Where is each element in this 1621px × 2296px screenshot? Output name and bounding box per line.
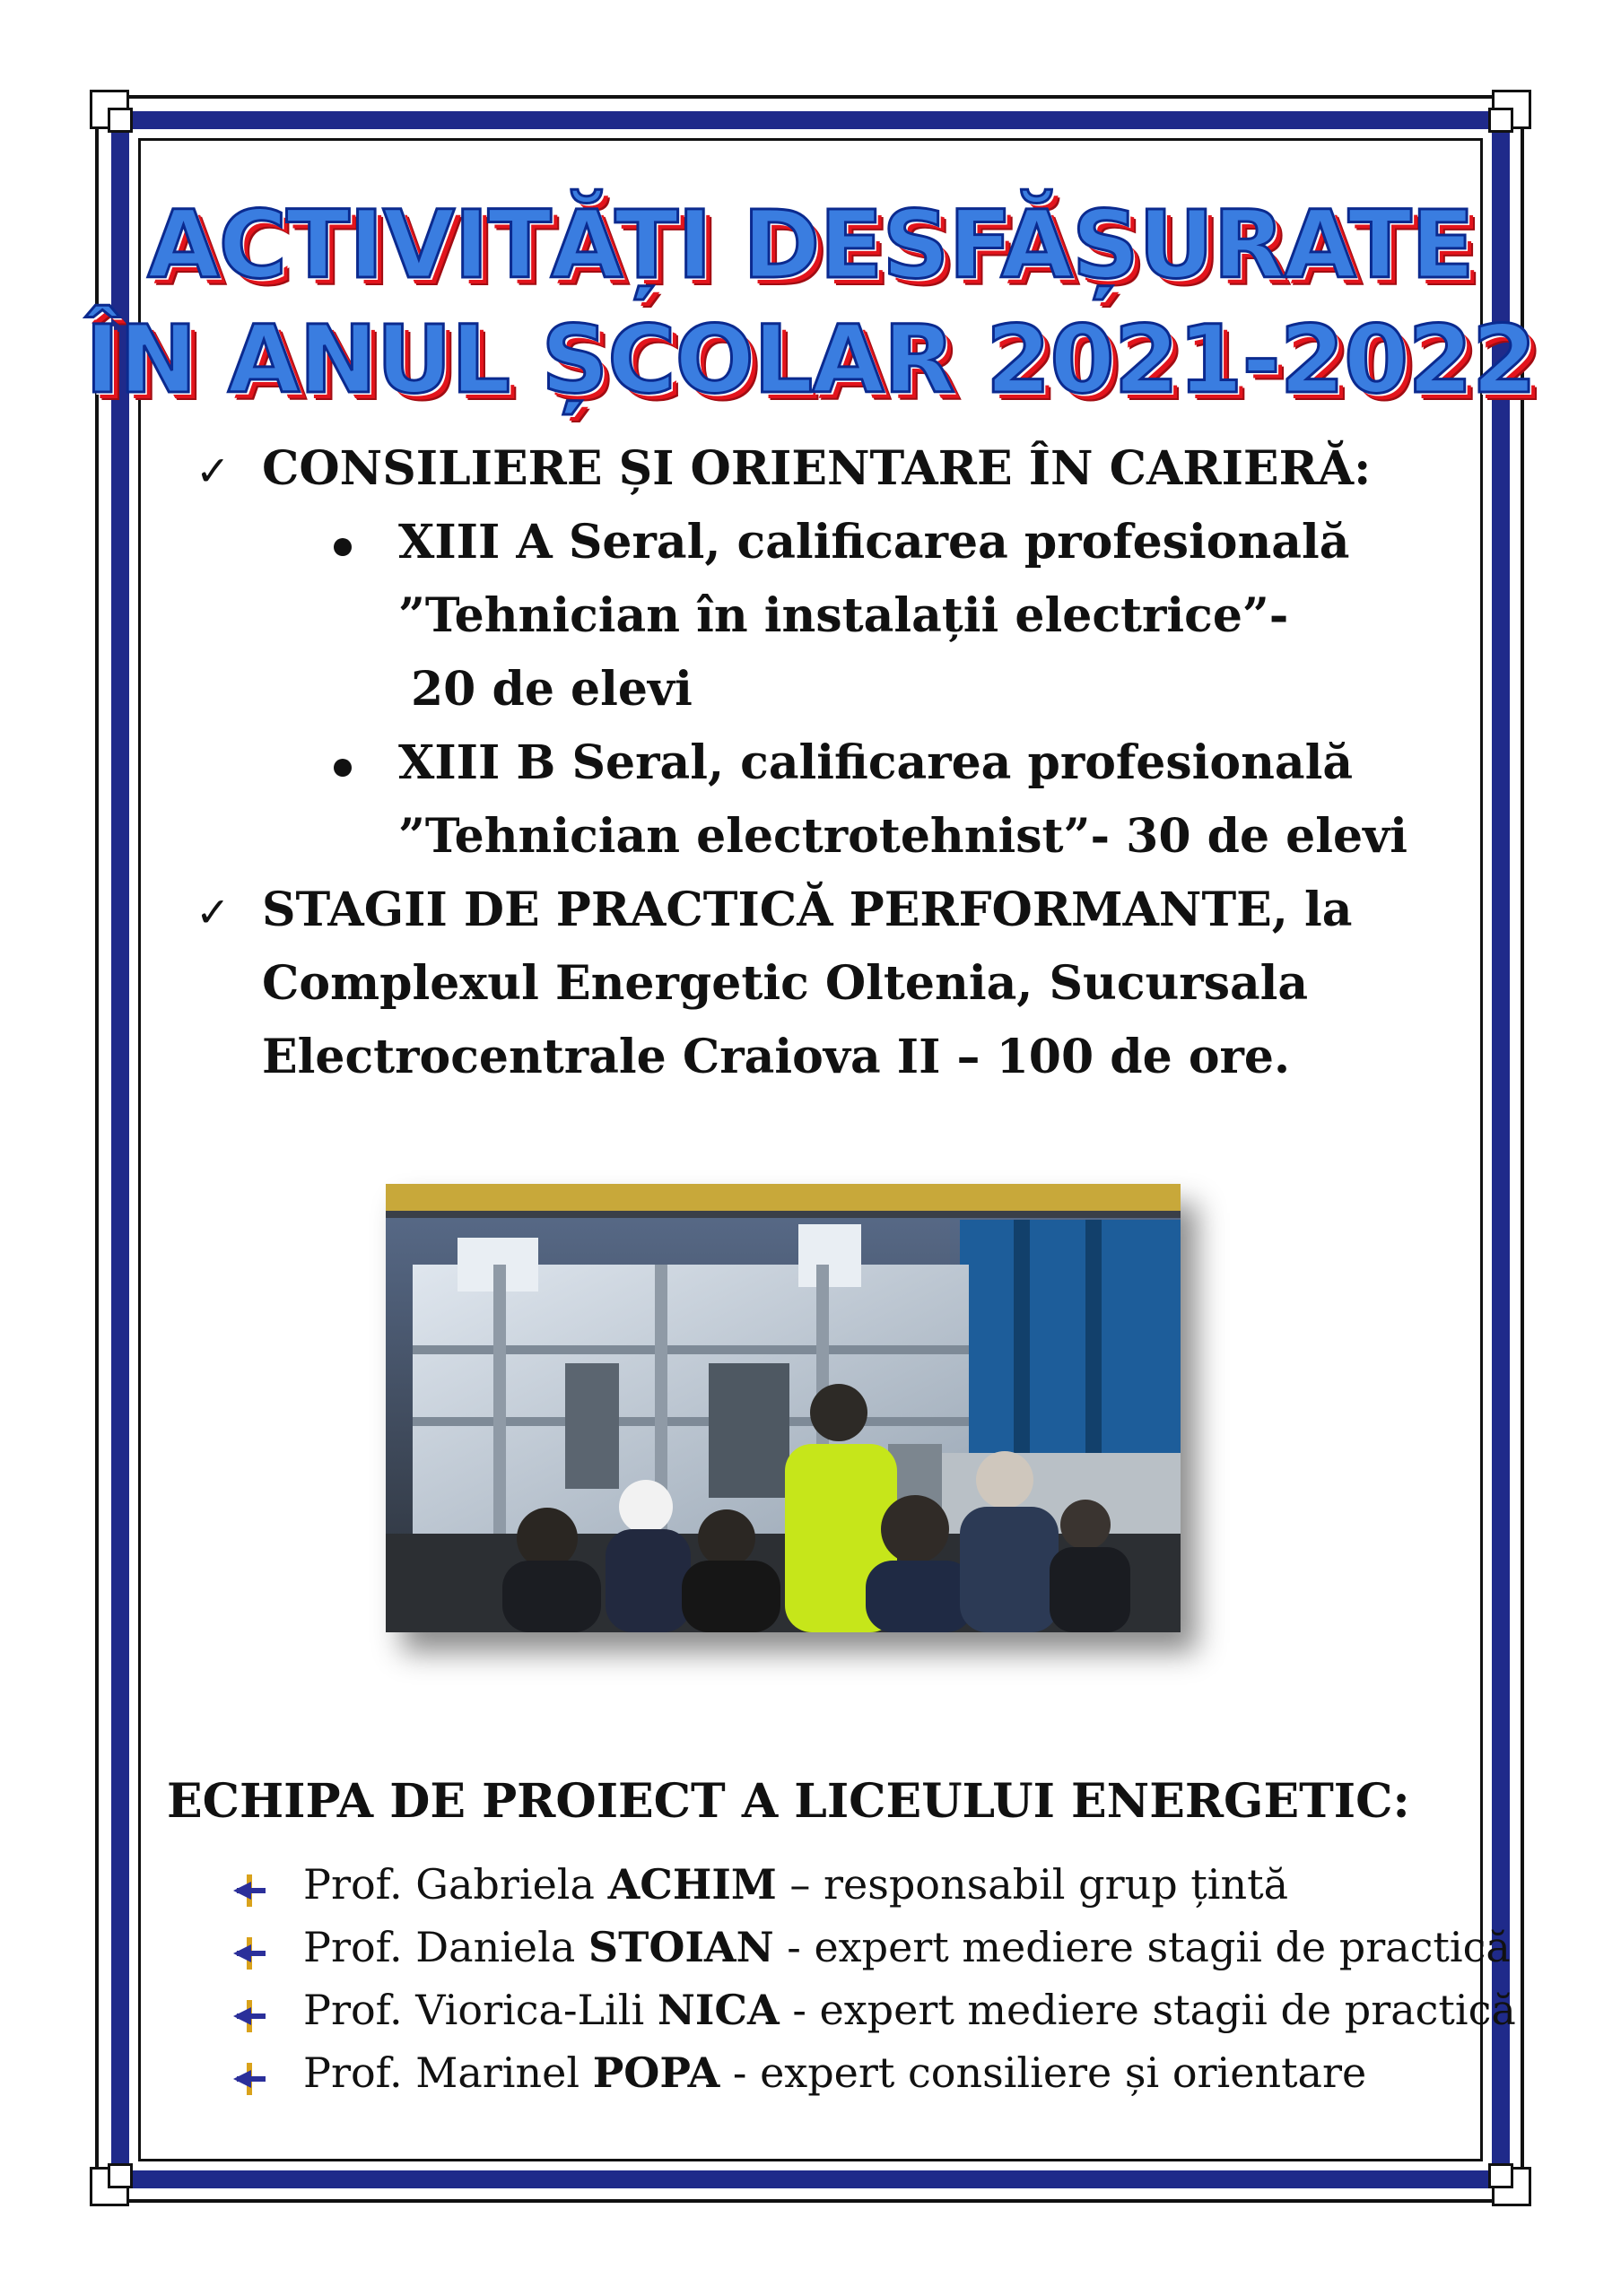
stagii-line-2: Complexul Energetic Oltenia, Sucursala [262, 956, 1309, 1011]
team-heading: ECHIPA DE PROIECT A LICEULUI ENERGETIC: [167, 1774, 1410, 1829]
checkmark-icon: ✓ [196, 888, 231, 936]
team-member-2: Prof. Daniela STOIAN - expert mediere stagii de practică [303, 1923, 1511, 1971]
checkmark-icon: ✓ [196, 447, 231, 495]
section-heading-consiliere: CONSILIERE ȘI ORIENTARE ÎN CARIERĂ: [262, 441, 1372, 496]
bullet-icon [334, 538, 352, 556]
title-line-1: ACTIVITĂȚI DESFĂȘURATE [147, 190, 1474, 300]
arrow-bullet-icon [231, 1873, 267, 1909]
bullet-2-line-1: XIII B Seral, calificarea profesională [398, 735, 1354, 790]
bullet-icon [334, 759, 352, 777]
frame-corner-top-left [90, 90, 144, 144]
bullet-1-line-2: ”Tehnician în instalații electrice”- [398, 588, 1289, 643]
stagii-line-3: Electrocentrale Craiova II – 100 de ore. [262, 1030, 1291, 1084]
arrow-bullet-icon [231, 2061, 267, 2097]
frame-corner-top-right [1477, 90, 1531, 144]
bullet-1-line-3: 20 de elevi [411, 662, 693, 717]
team-member-1: Prof. Gabriela ACHIM – responsabil grup țintă [303, 1860, 1288, 1909]
arrow-bullet-icon [231, 1935, 267, 1971]
arrow-bullet-icon [231, 1998, 267, 2034]
frame-corner-bottom-right [1477, 2152, 1531, 2206]
bullet-2-line-2: ”Tehnician electrotehnist”- 30 de elevi [398, 809, 1408, 864]
stagii-line-1: STAGII DE PRACTICĂ PERFORMANTE, la [262, 883, 1353, 937]
frame-corner-bottom-left [90, 2152, 144, 2206]
practice-photo [386, 1184, 1181, 1632]
team-member-4: Prof. Marinel POPA - expert consiliere și orientare [303, 2048, 1367, 2097]
team-member-3: Prof. Viorica-Lili NICA - expert mediere stagii de practică [303, 1986, 1516, 2034]
bullet-1-line-1: XIII A Seral, calificarea profesională [398, 515, 1350, 570]
title-line-2: ÎN ANUL ȘCOLAR 2021-2022 [84, 305, 1537, 414]
